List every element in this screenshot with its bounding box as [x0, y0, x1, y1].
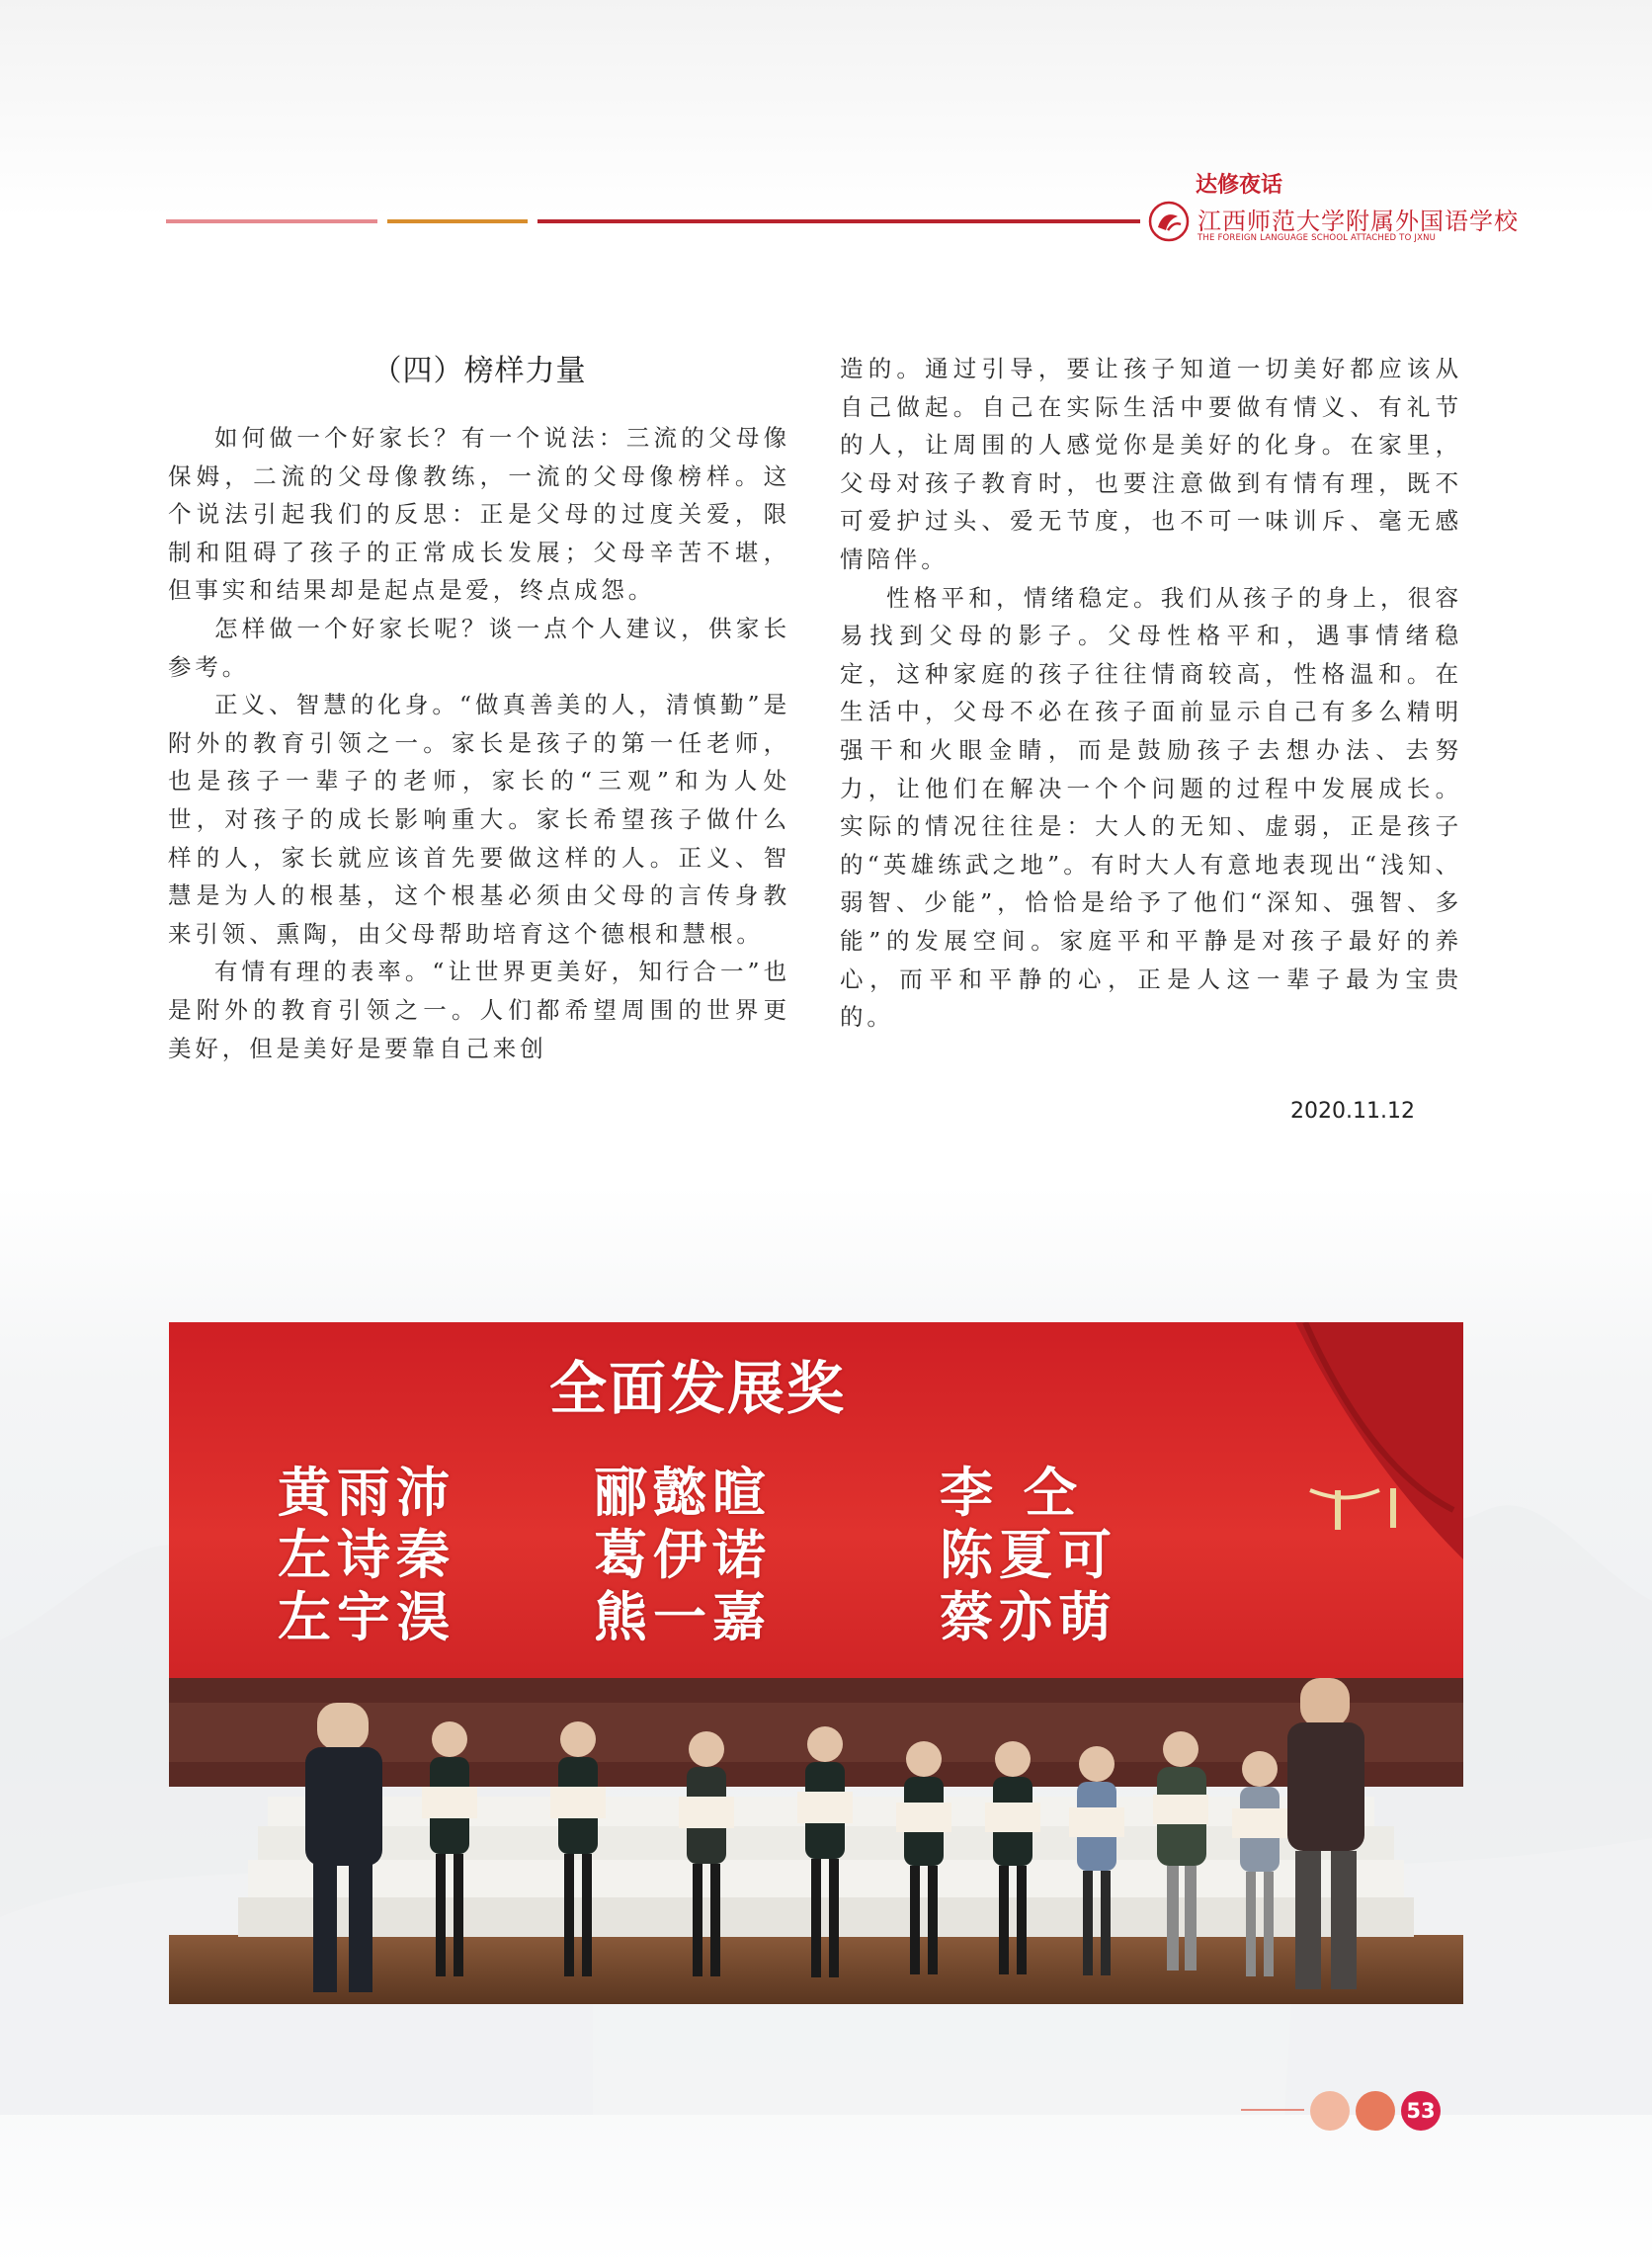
article-heading: （四）榜样力量	[372, 354, 587, 388]
paragraph: 有情有理的表率。“让世界更美好，知行合一”也是附外的教育引领之一。人们都希望周围的世界更美好，但是美好是要靠自己来创	[168, 958, 790, 1062]
award-name: 左诗秦	[278, 1524, 455, 1586]
paragraph: 怎样做一个好家长呢？谈一点个人建议，供家长参考。	[168, 614, 790, 681]
award-name: 黄雨沛	[278, 1462, 455, 1524]
footer-dot-mid	[1356, 2091, 1395, 2131]
award-name: 蔡亦萌	[940, 1586, 1117, 1648]
article-left-column	[168, 419, 790, 1067]
school-logo-icon	[1148, 201, 1190, 242]
school-name-cn: 江西师范大学附属外国语学校	[1198, 208, 1519, 235]
footer-dot-light	[1310, 2091, 1350, 2131]
section-tag: 达修夜话	[1196, 173, 1283, 198]
school-name-en: THE FOREIGN LANGUAGE SCHOOL ATTACHED TO JXNU	[1198, 233, 1437, 243]
article-right-column	[840, 350, 1462, 1037]
header-rule-pink	[166, 219, 377, 223]
award-name: 郦懿暄	[594, 1462, 772, 1524]
paragraph-continuation: 造的。通过引导，要让孩子知道一切美好都应该从自己做起。自己在实际生活中要做有情义、有礼节的人，让周围的人感觉你是美好的化身。在家里，父母对孩子教育时，也要注意做到有情有理，既不可爱护过头、爱无节度，也不可一味训斥、毫无感情陪伴。	[840, 355, 1462, 573]
award-screen-title: 全面发展奖	[548, 1355, 846, 1422]
paragraph: 性格平和，情绪稳定。我们从孩子的身上，很容易找到父母的影子。父母性格平和，遇事情绪稳定，这种家庭的孩子往往情商较高，性格温和。在生活中，父母不必在孩子面前显示自己有多么精明强干和火眼金睛，而是鼓励孩子去想办法、去努力，让他们在解决一个个问题的过程中发展成长。实际的情况往往是：大人的无知、虚弱，正是孩子的“英雄练武之地”。有时大人有意地表现出“浅知、弱智、少能”，恰恰是给予了他们“深知、强智、多能”的发展空间。家庭平和平静是对孩子最好的养心，而平和平静的心，正是人这一辈子最为宝贵的。	[840, 583, 1462, 1032]
award-name: 熊一嘉	[594, 1586, 772, 1648]
award-ceremony-photo	[169, 1322, 1463, 2004]
header-rule-orange	[387, 219, 528, 223]
header-rule-red	[537, 219, 1140, 223]
award-name: 葛伊诺	[594, 1524, 772, 1586]
page-number: 53	[1401, 2091, 1441, 2131]
award-name: 李 仝	[940, 1462, 1083, 1524]
footer-line	[1241, 2109, 1304, 2111]
paragraph: 正义、智慧的化身。“做真善美的人，清慎勤”是附外的教育引领之一。家长是孩子的第一任老师，也是孩子一辈子的老师，家长的“三观”和为人处世，对孩子的成长影响重大。家长希望孩子做什么样的人，家长就应该首先要做这样的人。正义、智慧是为人的根基，这个根基必须由父母的言传身教来引领、熏陶，由父母帮助培育这个德根和慧根。	[168, 691, 790, 948]
article-date: 2020.11.12	[1290, 1099, 1415, 1124]
paragraph: 如何做一个好家长？有一个说法：三流的父母像保姆，二流的父母像教练，一流的父母像榜样。这个说法引起我们的反思：正是父母的过度关爱，限制和阻碍了孩子的正常成长发展；父母辛苦不堪，但事实和结果却是起点是爱，终点成怨。	[168, 424, 790, 605]
award-name: 左宇淏	[278, 1586, 455, 1648]
award-name: 陈夏可	[940, 1524, 1117, 1586]
